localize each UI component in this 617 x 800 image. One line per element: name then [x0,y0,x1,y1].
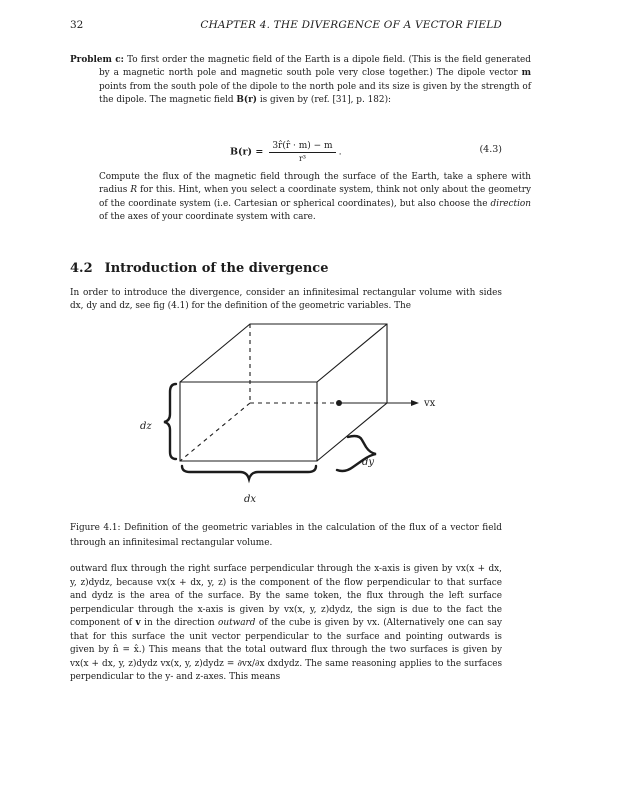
problem-cont-text-1: Compute the flux of the magnetic field through the surface of the Earth, take a sphere with radius [99,172,531,196]
problem-text-3: is given by (ref. [31], p. 182): [259,94,392,105]
equation-end: . [338,146,342,158]
caption-text: Definition of the geometric variables in the calculation of the flux of a vector field through an infinitesimal rectangular volume. [70,523,502,548]
running-title: CHAPTER 4. THE DIVERGENCE OF A VECTOR FIELD [200,19,502,31]
label-dx: dx [244,494,257,505]
section-title: Introduction of the divergence [104,261,329,276]
problem-cont-text-3: of the axes of your coordinate system with care. [99,211,316,222]
equation-fraction [269,141,335,163]
label-dz: dz [140,421,152,432]
problem-cont-text-2: for this. Hint, when you select a coordinate system, think not only about the geometry of the coordinate system (i.e. Cartesian or spherical coordinates), but also choose the [99,185,532,209]
body-text-3: of the cube is given by vx. (Alternatively one can say that for this surface the unit vector perpendicular to the surface and pointing outwards is given by n̂ = x̂.) This means that the total outward flux through the two surfaces is given by vx(x + dx, y, z)dydz vx(x, y, z)dydz = ∂vx/∂x dxdydz. The same reasoning applies to the surfaces perpendicular to the y- and z-axes. This means [70,618,502,682]
label-vx: vx [424,398,436,409]
equation-4-3 [70,133,502,167]
cube-figure [130,316,450,516]
cube-front-face [180,382,317,461]
cube-back-edges [180,324,387,461]
page-number: 32 [70,19,84,31]
body-text-1: outward flux through the right surface perpendicular through the x-axis is given by vx(x + dx, y, z)dydz, because vx(x + dx, y, z) is the component of the flow perpendicular to that surface and dydz is the area of the surface. By the same token, the flux through the left surface perpendicular through the x-axis is given by vx(x, y, z)dydz, the sign is due to the fact the component of [70,564,502,628]
cube-hidden-depth-edge [180,403,250,461]
body-paragraph [70,563,502,685]
body-text-2: in the direction [144,618,215,628]
problem-paragraph [70,54,531,107]
dz-brace [164,384,176,459]
flow-point [336,400,342,406]
section-heading [70,261,328,276]
problem-label: Problem c: [70,55,124,65]
problem-m: m [521,68,531,79]
equation-lhs: B(r) = [230,146,264,158]
problem-cont-R: R [130,185,138,196]
problem-continuation [70,171,531,224]
body-v: v [135,618,141,628]
problem-text-2: points from the south pole of the dipole to the north pole and its size is given by the strength of the dipole. The magnetic field [99,81,531,105]
dx-brace [182,466,316,479]
equation-numerator: 3r̂(r̂ · m) − m [269,141,335,153]
intro-paragraph: In order to introduce the divergence, consider an infinitesimal rectangular volume with sides dx, dy and dz, see fig (4.1) for the definition of the geometric variables. The [70,288,502,312]
section-number: 4.2 [70,261,93,276]
figure-caption [70,521,502,551]
equation-number: (4.3) [479,144,502,155]
problem-text-1: To first order the magnetic field of the Earth is a dipole field. (This is the field generated by a magnetic north pole and magnetic south pole very close together.) The dipole vector [99,55,531,79]
problem-cont-direction: direction [490,198,531,209]
problem-B-r: B(r) [236,94,257,105]
equation-denominator: r³ [298,154,306,163]
label-dy: dy [362,457,375,468]
caption-label: Figure 4.1: [70,523,121,533]
vx-arrow-head [411,400,419,406]
cube-top-right-edge [317,324,387,382]
body-outward: outward [218,618,256,628]
